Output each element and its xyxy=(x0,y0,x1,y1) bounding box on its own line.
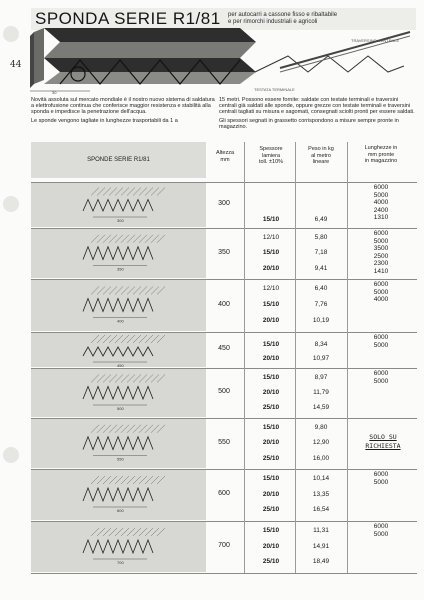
header-lunghezze xyxy=(349,145,413,165)
spessore-value: 20/10 xyxy=(262,439,280,447)
lunghezza-value: 6000 xyxy=(373,281,389,288)
subtitle-line: e per rimorchi industriali e agricoli xyxy=(228,19,318,25)
lunghezza-value: 6000 xyxy=(373,523,389,530)
spessore-value: 25/10 xyxy=(262,404,280,411)
peso-value: 8,97 xyxy=(314,374,328,381)
header-text: mm xyxy=(220,156,230,163)
spessore-value: 20/10 xyxy=(262,389,280,396)
column-divider xyxy=(295,142,296,573)
label-testata-terminale: TESTATA TERMINALE xyxy=(254,87,295,92)
spessore-value: 15/10 xyxy=(262,424,280,432)
lunghezze-list xyxy=(351,230,411,275)
spessore-value: 15/10 xyxy=(262,475,280,483)
profile-width-label: 300 xyxy=(117,218,124,223)
profile-outline xyxy=(83,488,153,501)
header-text: Peso in kg xyxy=(308,146,334,152)
header-text: Spessore xyxy=(259,146,283,152)
header-text: Lunghezze in xyxy=(364,145,398,151)
page-number: 44 xyxy=(10,60,22,70)
profile-hatch xyxy=(91,476,165,484)
header-text: in magazzino xyxy=(364,158,398,164)
peso-value: 18,49 xyxy=(312,558,330,566)
intro-right-column xyxy=(219,97,415,132)
lunghezza-value: 2500 xyxy=(373,252,389,260)
profile-drawing xyxy=(31,229,206,278)
spessore-value: 15/10 xyxy=(262,374,280,381)
profile-width-label: 700 xyxy=(117,560,124,565)
spessore-value: 15/10 xyxy=(262,527,280,535)
profile-outline xyxy=(83,387,153,400)
profile-illustration xyxy=(30,26,416,94)
peso-value: 10,14 xyxy=(312,475,330,483)
profile-hatch xyxy=(91,235,165,243)
lunghezza-value: 5000 xyxy=(373,478,389,486)
spessore-value: 20/10 xyxy=(262,355,280,363)
spessore-value: 12/10 xyxy=(262,234,280,242)
intro-paragraph: Novità assoluta sul mercato mondiale è il nostro nuovo sistema di saldatura a elettrofusione continua che conferisce maggior resistenza e stabilità alla sponda e impedisce la penetrazione dell'acqua. xyxy=(31,97,215,116)
column-divider xyxy=(244,142,245,573)
page-title: SPONDA SERIE R1/81 xyxy=(35,9,221,28)
profile-width-label: 450 xyxy=(117,363,124,367)
lunghezza-value: 5000 xyxy=(373,341,389,349)
peso-value: 10,19 xyxy=(312,317,330,325)
lunghezza-value: 4000 xyxy=(373,296,389,303)
intro-paragraph: 15 metri. Possono essere fornite: saldate con testate terminali e traversini centrali già saldati alle sponde, oppure grezze con testate terminali e traversini centrali tagliati su misura e sagomati, consegnati sciolti pronti per essere saldati. xyxy=(219,97,415,116)
lunghezza-value: 5000 xyxy=(373,530,389,538)
lunghezza-value: 6000 xyxy=(373,184,389,191)
lunghezze-list xyxy=(351,281,411,304)
profile-drawing xyxy=(31,470,206,520)
peso-value: 16,00 xyxy=(312,454,330,462)
profile-image xyxy=(31,333,206,367)
punch-hole xyxy=(3,26,19,42)
altezza-value: 550 xyxy=(218,438,230,446)
profile-outline xyxy=(83,299,153,312)
profile-outline xyxy=(83,247,153,260)
lunghezze-list xyxy=(351,370,411,385)
lunghezza-value: 1310 xyxy=(373,214,389,221)
peso-value: 16,54 xyxy=(312,506,330,514)
spessore-value: 25/10 xyxy=(262,454,280,462)
lunghezza-value: 5000 xyxy=(373,237,389,245)
peso-value: 9,41 xyxy=(314,264,328,272)
profile-image xyxy=(31,369,206,417)
profile-width-label: 500 xyxy=(117,406,124,411)
peso-value: 11,79 xyxy=(313,389,329,396)
lunghezza-value: 4000 xyxy=(373,199,389,206)
header-text: lineare xyxy=(312,159,330,165)
header-peso xyxy=(299,146,343,166)
header-sponde-label: SPONDE SERIE R1/81 xyxy=(87,157,150,163)
spessore-value: 15/10 xyxy=(262,249,280,257)
spessore-value: 15/10 xyxy=(262,341,280,348)
profile-outline xyxy=(83,540,153,553)
altezza-value: 450 xyxy=(218,345,230,352)
table-header xyxy=(31,142,417,180)
profile-hatch xyxy=(91,287,165,295)
altezza-value: 500 xyxy=(218,388,230,395)
header-text: al metro xyxy=(311,152,331,159)
header-text: mm pronte xyxy=(367,151,395,158)
peso-value: 14,59 xyxy=(312,404,330,411)
spessore-value: 15/10 xyxy=(262,301,280,309)
column-divider xyxy=(347,142,348,573)
profile-drawing xyxy=(31,419,206,468)
lunghezze-list xyxy=(351,184,411,222)
profile-hatch xyxy=(91,528,165,536)
peso-value: 9,80 xyxy=(314,424,328,432)
table-row xyxy=(31,418,417,469)
altezza-value: 350 xyxy=(218,248,230,256)
profile-outline xyxy=(83,437,153,450)
profile-hatch xyxy=(91,188,165,196)
peso-value: 7,76 xyxy=(314,301,328,309)
altezza-value: 300 xyxy=(218,200,230,207)
profile-drawing xyxy=(31,333,206,367)
header-altezza xyxy=(211,150,239,163)
profile-width-label: 550 xyxy=(117,456,124,462)
row-divider xyxy=(31,573,417,574)
profile-drawing xyxy=(31,522,206,572)
lunghezza-value: 6000 xyxy=(373,334,389,341)
profile-drawing xyxy=(31,369,206,417)
altezza-value: 600 xyxy=(218,490,230,497)
profile-hatch xyxy=(91,335,165,343)
spessore-value: 25/10 xyxy=(262,558,280,566)
punch-hole xyxy=(3,196,19,212)
intro-left-column xyxy=(31,97,216,126)
profile-outline xyxy=(83,200,153,212)
altezza-value: 400 xyxy=(218,300,230,308)
lunghezza-value: 6000 xyxy=(373,471,389,478)
peso-value: 11,31 xyxy=(313,527,329,535)
header-text: toll. ±10% xyxy=(258,159,284,165)
profile-image xyxy=(31,229,206,278)
table-row xyxy=(31,368,417,418)
intro-paragraph: Gli spessori segnati in grassetto corrispondono a misure sempre pronte in magazzino. xyxy=(219,117,399,130)
peso-value: 14,91 xyxy=(312,542,330,550)
spessore-value: 20/10 xyxy=(262,264,280,272)
profile-width-label: 350 xyxy=(117,266,124,272)
specifications-table xyxy=(31,142,417,566)
table-row xyxy=(31,182,417,228)
lunghezza-value: 2300 xyxy=(373,260,389,267)
profile-drawing xyxy=(31,183,206,227)
dim-label: 30 xyxy=(52,90,57,94)
profile-hatch xyxy=(91,425,165,433)
peso-value: 13,35 xyxy=(312,490,330,498)
table-row xyxy=(31,228,417,279)
table-row xyxy=(31,279,417,332)
spessore-value: 20/10 xyxy=(262,542,280,550)
lunghezza-value: 5000 xyxy=(373,377,389,385)
altezza-value: 700 xyxy=(218,542,230,549)
note-line: RICHIESTA xyxy=(365,441,401,450)
lunghezza-value: 5000 xyxy=(373,288,389,296)
note-line: SOLO SU xyxy=(369,432,397,441)
subtitle-line: per autocarri a cassone fisso e ribaltabile xyxy=(228,12,338,18)
peso-value: 12,90 xyxy=(312,439,330,447)
page-subtitle xyxy=(228,12,337,26)
header-spessore xyxy=(249,146,293,166)
spessore-value: 15/10 xyxy=(262,216,280,223)
header-text: lamiera xyxy=(261,152,281,159)
profile-image xyxy=(31,522,206,572)
table-row xyxy=(31,332,417,368)
spessore-value: 12/10 xyxy=(262,285,280,293)
profile-drawing xyxy=(31,280,206,331)
label-traversino-centrale: TRAVERSINO CENTRALE xyxy=(351,38,400,43)
peso-value: 6,40 xyxy=(314,285,328,293)
profile-image xyxy=(31,183,206,227)
lunghezza-value: 6000 xyxy=(373,230,389,237)
peso-value: 5,80 xyxy=(314,234,328,242)
profile-image xyxy=(31,470,206,520)
table-row xyxy=(31,521,417,573)
header-sponde xyxy=(31,142,206,178)
lunghezze-list xyxy=(351,334,411,349)
lunghezza-value: 6000 xyxy=(373,370,389,377)
lunghezze-list xyxy=(351,471,411,486)
profile-width-label: 600 xyxy=(117,508,124,513)
peso-value: 8,34 xyxy=(314,341,328,348)
spessore-value: 20/10 xyxy=(262,317,280,325)
handwritten-note xyxy=(353,433,413,451)
peso-value: 7,18 xyxy=(314,249,328,257)
lunghezza-value: 3500 xyxy=(373,245,389,252)
lunghezza-value: 2400 xyxy=(373,206,389,214)
lunghezza-value: 5000 xyxy=(373,191,389,199)
lunghezza-value: 1410 xyxy=(373,267,389,275)
peso-value: 10,97 xyxy=(312,355,330,363)
profile-outline xyxy=(83,347,153,356)
spessore-value: 20/10 xyxy=(262,490,280,498)
profile-image xyxy=(31,419,206,468)
table-row xyxy=(31,469,417,521)
intro-paragraph: Le sponde vengono tagliate in lunghezze trasportabili da 1 a xyxy=(31,117,178,124)
peso-value: 6,49 xyxy=(314,216,328,223)
profile-width-label: 400 xyxy=(117,318,124,324)
lunghezze-list xyxy=(351,523,411,538)
profile-image xyxy=(31,280,206,331)
profile-hatch xyxy=(91,375,165,383)
header-text: Altezza xyxy=(215,150,235,156)
punch-hole xyxy=(3,447,19,463)
spessore-value: 25/10 xyxy=(262,506,280,514)
